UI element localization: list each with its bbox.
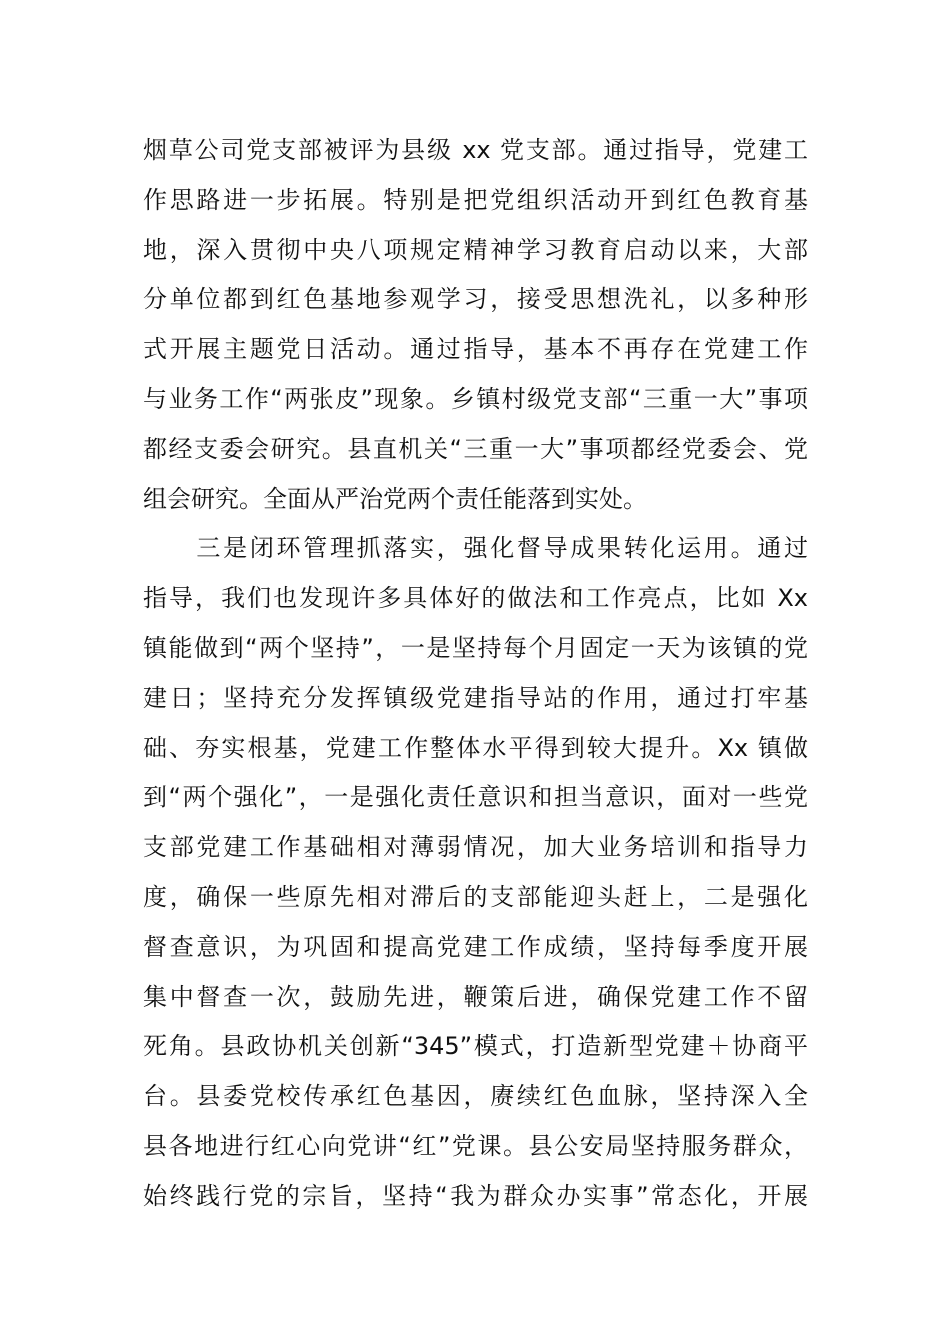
text-line: 镇能做到“两个坚持”，一是坚持每个月固定一天为该镇的党 — [143, 633, 808, 662]
text-line: 作思路进一步拓展。特别是把党组织活动开到红色教育基 — [143, 185, 808, 214]
text-line: 死角。县政协机关创新“345”模式，打造新型党建＋协商平 — [143, 1032, 808, 1061]
text-line: 烟草公司党支部被评为县级 xx 党支部。通过指导，党建工 — [143, 136, 808, 164]
text-line: 与业务工作“两张皮”现象。乡镇村级党支部“三重一大”事项 — [143, 384, 808, 413]
text-line: 到“两个强化”，一是强化责任意识和担当意识，面对一些党 — [143, 783, 808, 812]
text-line: 指导，我们也发现许多具体好的做法和工作亮点，比如 Xx — [143, 584, 808, 613]
text-line: 建日；坚持充分发挥镇级党建指导站的作用，通过打牢基 — [143, 683, 808, 712]
text-line: 台。县委党校传承红色基因，赓续红色血脉，坚持深入全 — [143, 1082, 808, 1111]
text-line: 支部党建工作基础相对薄弱情况，加大业务培训和指导力 — [143, 833, 808, 862]
text-line: 式开展主题党日活动。通过指导，基本不再存在党建工作 — [143, 335, 808, 364]
text-line: 县各地进行红心向党讲“红”党课。县公安局坚持服务群众， — [143, 1131, 808, 1160]
text-line: 督查意识，为巩固和提高党建工作成绩，坚持每季度开展 — [143, 932, 808, 961]
text-line: 都经支委会研究。县直机关“三重一大”事项都经党委会、党 — [143, 434, 808, 463]
body-text — [143, 126, 808, 1222]
text-line: 度，确保一些原先相对滞后的支部能迎头赶上，二是强化 — [143, 882, 808, 911]
text-line: 地，深入贯彻中央八项规定精神学习教育启动以来，大部 — [143, 235, 808, 264]
text-line: 组会研究。全面从严治党两个责任能落到实处。 — [143, 484, 647, 513]
text-line: 三是闭环管理抓落实，强化督导成果转化运用。通过 — [143, 534, 808, 563]
text-line: 集中督查一次，鼓励先进，鞭策后进，确保党建工作不留 — [143, 982, 808, 1011]
text-line: 础、夯实根基，党建工作整体水平得到较大提升。Xx 镇做 — [143, 733, 808, 762]
text-line: 始终践行党的宗旨，坚持“我为群众办实事”常态化，开展 — [143, 1181, 808, 1210]
text-line: 分单位都到红色基地参观学习，接受思想洗礼，以多种形 — [143, 285, 808, 314]
